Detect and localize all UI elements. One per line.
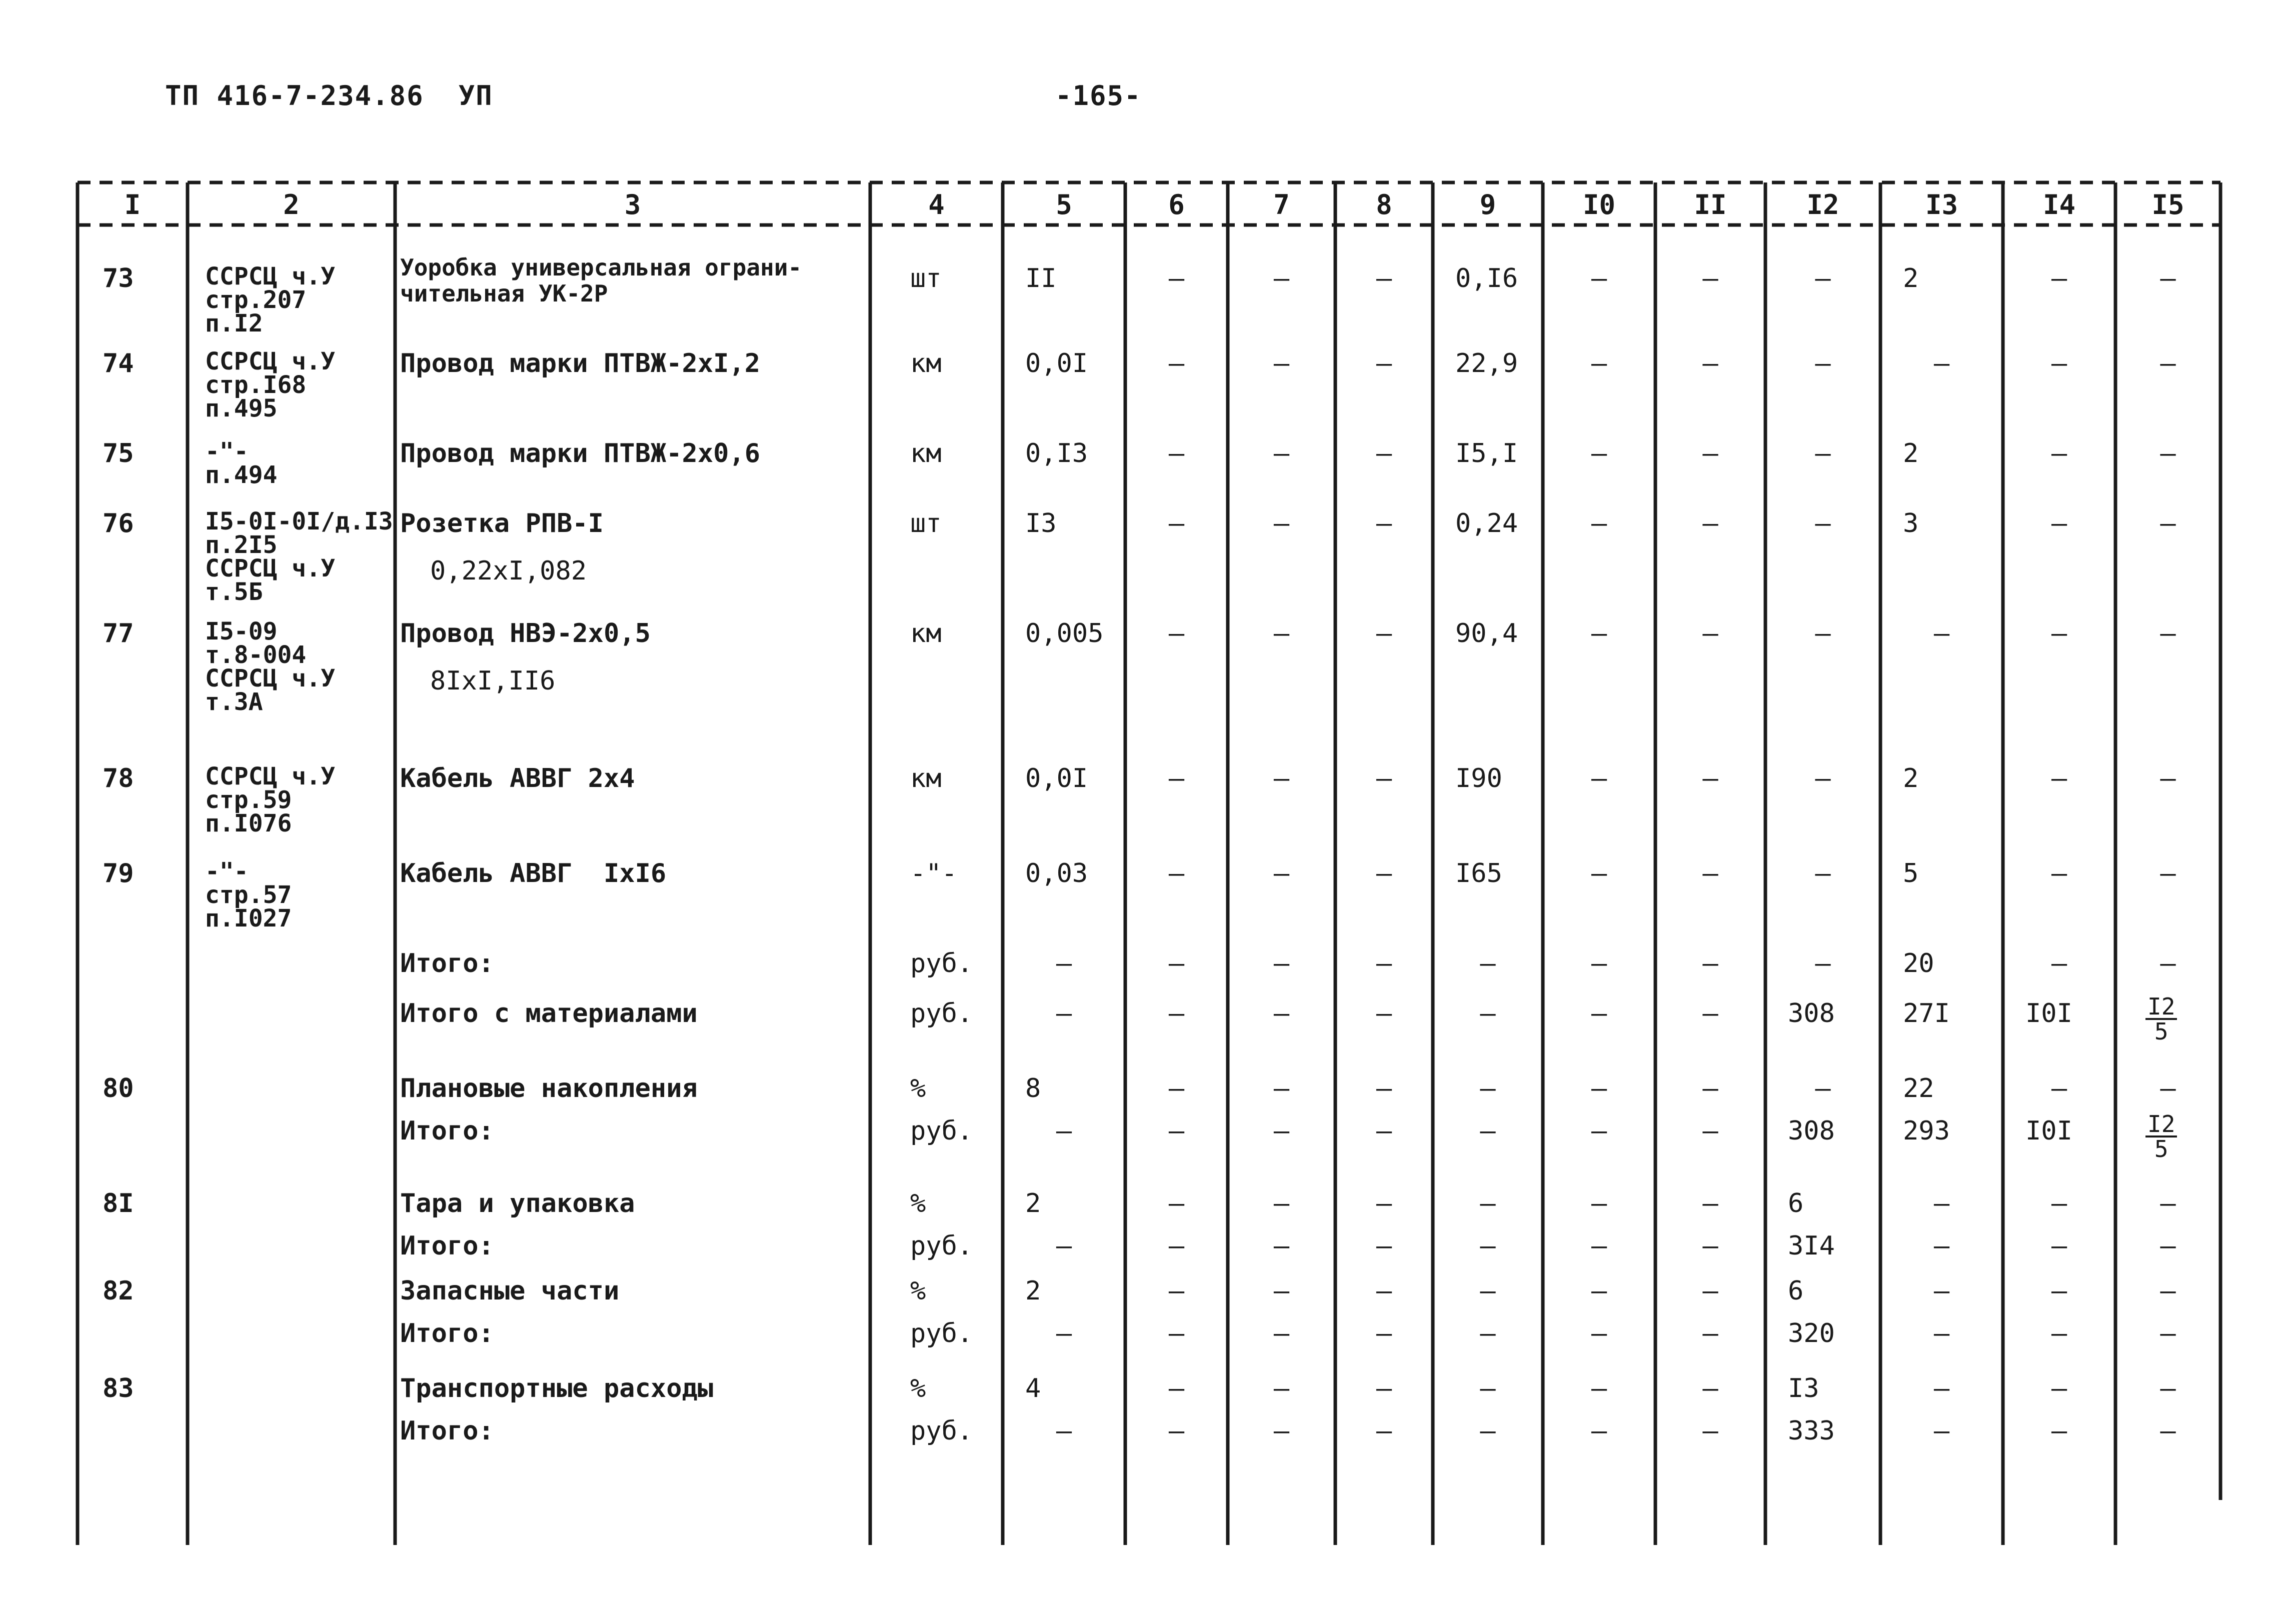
value-dash: –: [1815, 264, 1831, 294]
value-dash: –: [2051, 264, 2067, 294]
value-dash: –: [1933, 618, 1950, 648]
value-dash: –: [1591, 1188, 1607, 1218]
value-dash: –: [1376, 1074, 1392, 1104]
value-cell: 0,005: [1025, 618, 1104, 648]
unit-cell: руб.: [910, 1318, 973, 1348]
unit-cell: км: [910, 618, 942, 648]
value-dash: –: [2160, 618, 2176, 648]
unit-cell: -"-: [910, 858, 957, 888]
value-dash: –: [2160, 1416, 2176, 1446]
value-dash: –: [2160, 858, 2176, 888]
item-name: Кабель АВВГ 2х4: [400, 764, 635, 794]
value-dash: –: [1591, 1318, 1607, 1348]
value-dash: –: [1702, 948, 1718, 978]
column-header: 4: [928, 189, 945, 220]
value-dash: –: [2160, 1276, 2176, 1306]
value-dash: –: [1168, 764, 1185, 794]
value-dash: –: [1273, 438, 1290, 468]
value-dash: –: [1815, 764, 1831, 794]
value-cell: 0,0I: [1025, 764, 1088, 794]
reference-source: ССРСЦ ч.У стр.I68 п.495: [205, 348, 336, 423]
value-dash: –: [1168, 1116, 1185, 1146]
value-dash: –: [2160, 764, 2176, 794]
value-dash: –: [1376, 858, 1392, 888]
column-header: 5: [1056, 189, 1072, 220]
value-dash: –: [1168, 1374, 1185, 1404]
value-dash: –: [2160, 508, 2176, 538]
item-name: Итого:: [400, 1116, 494, 1146]
doc-code: ТП 416-7-234.86: [165, 80, 424, 112]
value-cell: 8: [1025, 1074, 1041, 1104]
item-name: Итого:: [400, 948, 494, 978]
value-dash: –: [1815, 508, 1831, 538]
value-cell: I3: [1025, 508, 1057, 538]
value-dash: –: [1376, 998, 1392, 1028]
value-dash: –: [1933, 1231, 1950, 1261]
value-dash: –: [1591, 264, 1607, 294]
column-header: I5: [2151, 189, 2184, 220]
item-sub-spec: 8IхI,II6: [430, 666, 556, 696]
value-dash: –: [1815, 948, 1831, 978]
value-dash: –: [2051, 348, 2067, 378]
fraction-numerator: I2: [2145, 995, 2177, 1020]
value-dash: –: [1168, 1276, 1185, 1306]
value-dash: –: [1168, 1231, 1185, 1261]
item-name: Провод марки ПТВЖ-2х0,6: [400, 438, 761, 468]
value-dash: –: [1702, 264, 1718, 294]
value-dash: –: [1273, 1416, 1290, 1446]
value-dash: –: [2051, 764, 2067, 794]
item-name: Уоробка универсальная ограни- чительная УК-2Р: [400, 254, 802, 307]
row-number: 82: [103, 1276, 134, 1306]
value-cell: 3: [1903, 508, 1919, 538]
value-dash: –: [2160, 1374, 2176, 1404]
value-dash: –: [1168, 348, 1185, 378]
value-dash: –: [2160, 1188, 2176, 1218]
value-dash: –: [1702, 1188, 1718, 1218]
value-dash: –: [1376, 1231, 1392, 1261]
row-number: 78: [103, 764, 134, 794]
value-dash: –: [1273, 1276, 1290, 1306]
value-cell: 27I: [1903, 998, 1950, 1028]
value-cell: I5,I: [1455, 438, 1518, 468]
item-name: Транспортные расходы: [400, 1374, 714, 1404]
value-dash: –: [1591, 1276, 1607, 1306]
value-dash: –: [1273, 264, 1290, 294]
value-dash: –: [1273, 1318, 1290, 1348]
row-number: 75: [103, 438, 134, 468]
value-dash: –: [1376, 264, 1392, 294]
value-cell: 22,9: [1455, 348, 1518, 378]
value-dash: –: [1376, 438, 1392, 468]
value-cell: 0,24: [1455, 508, 1518, 538]
reference-source: -"- стр.57 п.I027: [205, 858, 292, 933]
value-dash: –: [2051, 1374, 2067, 1404]
value-cell: 0,0I: [1025, 348, 1088, 378]
value-dash: –: [1702, 1318, 1718, 1348]
value-cell: 320: [1788, 1318, 1835, 1348]
row-number: 73: [103, 264, 134, 294]
unit-cell: км: [910, 438, 942, 468]
value-dash: –: [1591, 764, 1607, 794]
value-cell: 0,I3: [1025, 438, 1088, 468]
value-cell: 0,03: [1025, 858, 1088, 888]
value-dash: –: [1168, 1188, 1185, 1218]
column-header: 8: [1376, 189, 1392, 220]
value-dash: –: [1376, 1374, 1392, 1404]
fraction-denominator: 5: [2154, 1018, 2168, 1045]
value-dash: –: [2160, 1318, 2176, 1348]
row-number: 74: [103, 348, 134, 378]
value-dash: –: [1702, 618, 1718, 648]
value-dash: –: [1273, 1116, 1290, 1146]
fraction-cell: [2145, 995, 2177, 1043]
unit-cell: км: [910, 764, 942, 794]
value-dash: –: [1273, 1188, 1290, 1218]
reference-source: ССРСЦ ч.У стр.59 п.I076: [205, 762, 336, 838]
value-dash: –: [1933, 1318, 1950, 1348]
value-dash: –: [2160, 948, 2176, 978]
value-dash: –: [2051, 438, 2067, 468]
value-dash: –: [1591, 1231, 1607, 1261]
value-dash: –: [1591, 438, 1607, 468]
doc-album: УП: [458, 80, 493, 112]
unit-cell: руб.: [910, 1116, 973, 1146]
value-dash: –: [1480, 1276, 1496, 1306]
unit-cell: руб.: [910, 1231, 973, 1261]
value-dash: –: [2051, 1416, 2067, 1446]
value-cell: 308: [1788, 1116, 1835, 1146]
value-dash: –: [1480, 998, 1496, 1028]
item-name: Провод марки ПТВЖ-2хI,2: [400, 348, 761, 378]
value-dash: –: [1480, 1188, 1496, 1218]
value-dash: –: [1056, 1116, 1072, 1146]
value-dash: –: [1056, 1416, 1072, 1446]
fraction-numerator: I2: [2145, 1112, 2177, 1138]
value-dash: –: [1591, 618, 1607, 648]
item-name: Плановые накопления: [400, 1074, 698, 1104]
unit-cell: руб.: [910, 998, 973, 1028]
item-name: Розетка РПВ-I: [400, 508, 604, 538]
column-header: 6: [1168, 189, 1185, 220]
value-cell: 2: [1025, 1188, 1041, 1218]
value-dash: –: [1168, 438, 1185, 468]
value-cell: 2: [1903, 264, 1919, 294]
row-number: 8I: [103, 1188, 134, 1218]
reference-source: -"- п.494: [205, 438, 278, 490]
item-sub-spec: 0,22хI,082: [430, 556, 587, 586]
column-header: 9: [1479, 189, 1496, 220]
value-dash: –: [1168, 1318, 1185, 1348]
value-dash: –: [2051, 508, 2067, 538]
row-number: 76: [103, 508, 134, 538]
value-cell: 3I4: [1788, 1231, 1835, 1261]
column-header: 3: [624, 189, 641, 220]
reference-source: I5-09 т.8-004 ССРСЦ ч.У т.3А: [205, 618, 336, 716]
value-dash: –: [1591, 348, 1607, 378]
value-dash: –: [1168, 858, 1185, 888]
value-cell: I90: [1455, 764, 1502, 794]
column-header: 2: [283, 189, 300, 220]
reference-source: I5-0I-0I/д.I3 п.2I5 ССРСЦ ч.У т.5Б: [205, 508, 393, 606]
value-dash: –: [1376, 348, 1392, 378]
value-dash: –: [1702, 438, 1718, 468]
value-dash: –: [1815, 858, 1831, 888]
value-dash: –: [1168, 618, 1185, 648]
value-dash: –: [1933, 1188, 1950, 1218]
value-dash: –: [1702, 998, 1718, 1028]
value-cell: 0,I6: [1455, 264, 1518, 294]
value-dash: –: [1702, 1231, 1718, 1261]
item-name: Итого:: [400, 1318, 494, 1348]
value-dash: –: [1591, 1116, 1607, 1146]
value-dash: –: [1480, 948, 1496, 978]
value-dash: –: [1376, 1318, 1392, 1348]
value-cell: 90,4: [1455, 618, 1518, 648]
item-name: Запасные части: [400, 1276, 620, 1306]
item-name: Провод НВЭ-2х0,5: [400, 618, 651, 648]
value-dash: –: [1933, 348, 1950, 378]
item-name: Итого:: [400, 1231, 494, 1261]
column-header: I3: [1925, 189, 1958, 220]
unit-cell: руб.: [910, 948, 973, 978]
value-dash: –: [1168, 1074, 1185, 1104]
column-header: I2: [1806, 189, 1839, 220]
unit-cell: %: [910, 1188, 926, 1218]
page-number: -165-: [1055, 80, 1142, 112]
value-dash: –: [1376, 508, 1392, 538]
value-cell: 293: [1903, 1116, 1950, 1146]
value-dash: –: [1056, 948, 1072, 978]
value-dash: –: [2051, 858, 2067, 888]
value-cell: 20: [1903, 948, 1934, 978]
fraction-cell: [2145, 1112, 2177, 1160]
value-dash: –: [2051, 1318, 2067, 1348]
value-cell: 6: [1788, 1276, 1804, 1306]
reference-source: ССРСЦ ч.У стр.207 п.I2: [205, 262, 336, 338]
value-dash: –: [1376, 1188, 1392, 1218]
column-header: I: [124, 189, 141, 220]
value-dash: –: [1480, 1074, 1496, 1104]
value-dash: –: [1815, 348, 1831, 378]
value-dash: –: [1168, 1416, 1185, 1446]
value-dash: –: [1480, 1318, 1496, 1348]
value-cell: 308: [1788, 998, 1835, 1028]
value-dash: –: [1702, 858, 1718, 888]
value-cell: 4: [1025, 1374, 1041, 1404]
value-dash: –: [1376, 764, 1392, 794]
value-dash: –: [1168, 948, 1185, 978]
value-dash: –: [1168, 998, 1185, 1028]
item-name: Итого:: [400, 1416, 494, 1446]
unit-cell: %: [910, 1074, 926, 1104]
value-cell: 6: [1788, 1188, 1804, 1218]
value-dash: –: [1815, 1074, 1831, 1104]
value-dash: –: [1933, 1416, 1950, 1446]
value-dash: –: [1273, 348, 1290, 378]
value-cell: 2: [1903, 764, 1919, 794]
value-dash: –: [1702, 1074, 1718, 1104]
value-dash: –: [1273, 948, 1290, 978]
row-number: 83: [103, 1374, 134, 1404]
row-number: 80: [103, 1074, 134, 1104]
unit-cell: %: [910, 1276, 926, 1306]
value-dash: –: [1702, 348, 1718, 378]
value-dash: –: [2160, 438, 2176, 468]
value-dash: –: [2051, 1074, 2067, 1104]
value-dash: –: [1273, 998, 1290, 1028]
fraction-denominator: 5: [2154, 1136, 2168, 1162]
value-dash: –: [1273, 858, 1290, 888]
value-dash: –: [1702, 508, 1718, 538]
value-dash: –: [1933, 1374, 1950, 1404]
value-dash: –: [1702, 1416, 1718, 1446]
value-dash: –: [1591, 858, 1607, 888]
value-dash: –: [1480, 1374, 1496, 1404]
value-dash: –: [2160, 264, 2176, 294]
value-dash: –: [1273, 1374, 1290, 1404]
value-cell: 2: [1903, 438, 1919, 468]
item-name: Итого с материалами: [400, 998, 698, 1028]
row-number: 79: [103, 858, 134, 888]
value-dash: –: [1273, 764, 1290, 794]
column-header: I0: [1582, 189, 1616, 220]
value-dash: –: [1933, 1276, 1950, 1306]
value-dash: –: [2051, 618, 2067, 648]
value-dash: –: [2051, 1276, 2067, 1306]
row-number: 77: [103, 618, 134, 648]
value-dash: –: [1702, 764, 1718, 794]
value-dash: –: [2160, 1231, 2176, 1261]
item-name: Тара и упаковка: [400, 1188, 635, 1218]
value-dash: –: [1376, 618, 1392, 648]
value-dash: –: [2051, 948, 2067, 978]
unit-cell: км: [910, 348, 942, 378]
value-cell: 5: [1903, 858, 1919, 888]
value-cell: 2: [1025, 1276, 1041, 1306]
value-dash: –: [1591, 998, 1607, 1028]
value-dash: –: [1376, 948, 1392, 978]
value-dash: –: [2160, 1074, 2176, 1104]
doc-header: [165, 80, 493, 112]
unit-cell: руб.: [910, 1416, 973, 1446]
value-cell: 22: [1903, 1074, 1934, 1104]
value-dash: –: [1273, 618, 1290, 648]
value-dash: –: [2051, 1231, 2067, 1261]
value-dash: –: [1702, 1374, 1718, 1404]
value-cell: I65: [1455, 858, 1502, 888]
value-dash: –: [1815, 618, 1831, 648]
unit-cell: шт: [910, 264, 942, 294]
value-dash: –: [1273, 1074, 1290, 1104]
value-dash: –: [1591, 508, 1607, 538]
value-dash: –: [1056, 998, 1072, 1028]
value-dash: –: [1702, 1116, 1718, 1146]
value-dash: –: [1168, 264, 1185, 294]
value-dash: –: [1591, 1374, 1607, 1404]
unit-cell: %: [910, 1374, 926, 1404]
value-dash: –: [1056, 1318, 1072, 1348]
value-dash: –: [1168, 508, 1185, 538]
column-header: II: [1694, 189, 1727, 220]
unit-cell: шт: [910, 508, 942, 538]
value-dash: –: [1376, 1116, 1392, 1146]
value-dash: –: [1056, 1231, 1072, 1261]
value-dash: –: [1273, 508, 1290, 538]
column-header: I4: [2042, 189, 2076, 220]
value-dash: –: [1591, 1416, 1607, 1446]
value-dash: –: [2160, 348, 2176, 378]
value-dash: –: [1480, 1231, 1496, 1261]
value-dash: –: [1376, 1276, 1392, 1306]
value-dash: –: [1480, 1116, 1496, 1146]
value-dash: –: [1702, 1276, 1718, 1306]
value-dash: –: [1480, 1416, 1496, 1446]
item-name: Кабель АВВГ IхI6: [400, 858, 667, 888]
value-dash: –: [1273, 1231, 1290, 1261]
value-cell: I3: [1788, 1374, 1819, 1404]
value-dash: –: [1376, 1416, 1392, 1446]
value-cell: I0I: [2025, 998, 2072, 1028]
column-header: 7: [1273, 189, 1290, 220]
value-cell: 333: [1788, 1416, 1835, 1446]
value-cell: I0I: [2025, 1116, 2072, 1146]
value-dash: –: [1815, 438, 1831, 468]
value-cell: II: [1025, 264, 1057, 294]
value-dash: –: [1591, 1074, 1607, 1104]
value-dash: –: [1591, 948, 1607, 978]
value-dash: –: [2051, 1188, 2067, 1218]
